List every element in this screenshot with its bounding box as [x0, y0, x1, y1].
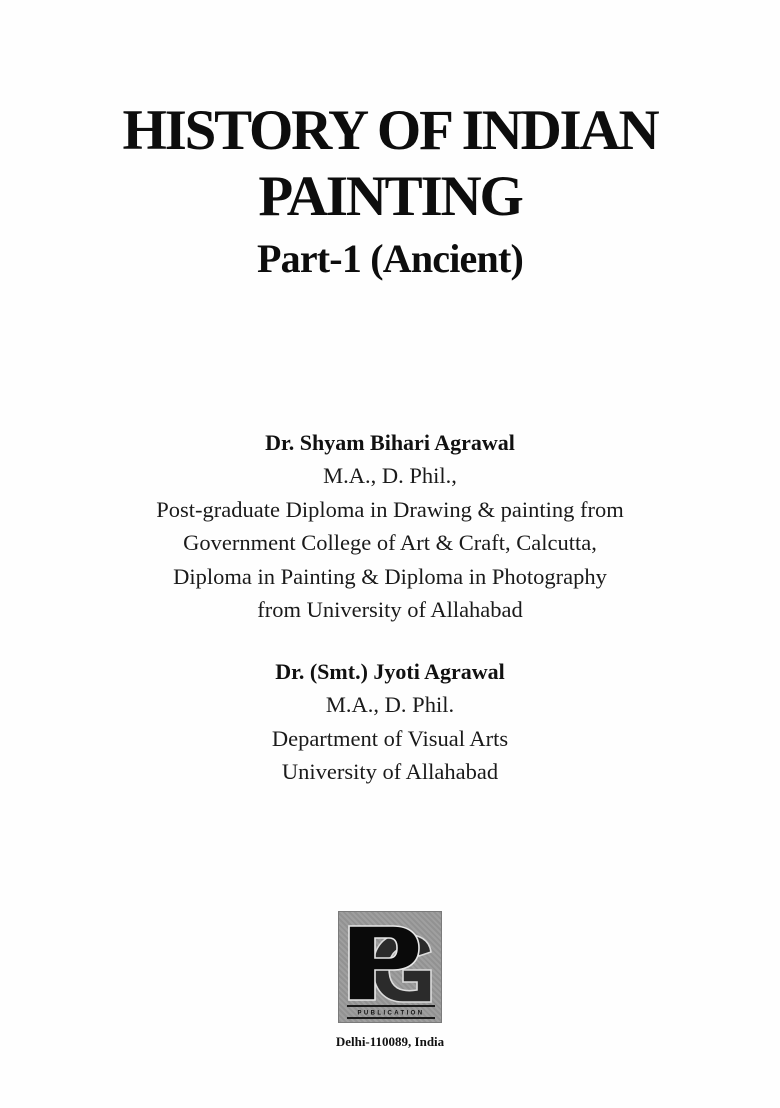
book-title-block — [0, 98, 780, 284]
author-2 — [0, 656, 780, 789]
author-credential: M.A., D. Phil., — [323, 463, 457, 488]
publisher-place: Delhi-110089, India — [335, 1034, 445, 1049]
publisher-block — [0, 911, 780, 1050]
book-title-line-2: PAINTING — [258, 165, 522, 228]
author-1 — [0, 427, 780, 627]
author-credential: Department of Visual Arts — [271, 725, 509, 751]
publisher-logo-icon — [338, 911, 442, 1023]
author-credential: from University of Allahabad — [257, 597, 523, 622]
author-credential: Post-graduate Diploma in Drawing & painting from — [156, 496, 624, 522]
book-title-line-1: HISTORY OF INDIAN — [122, 99, 658, 162]
author-credential: University of Allahabad — [281, 759, 499, 784]
svg-text:PUBLICATION: PUBLICATION — [357, 1010, 425, 1017]
book-subtitle: Part-1 (Ancient) — [257, 236, 523, 281]
author-name: Dr. (Smt.) Jyoti Agrawal — [275, 659, 505, 684]
author-credential: Diploma in Painting & Diploma in Photography — [173, 563, 607, 589]
author-name: Dr. Shyam Bihari Agrawal — [265, 430, 515, 455]
author-credential: Government College of Art & Craft, Calcutta, — [183, 530, 597, 555]
author-credential: M.A., D. Phil. — [325, 692, 455, 717]
